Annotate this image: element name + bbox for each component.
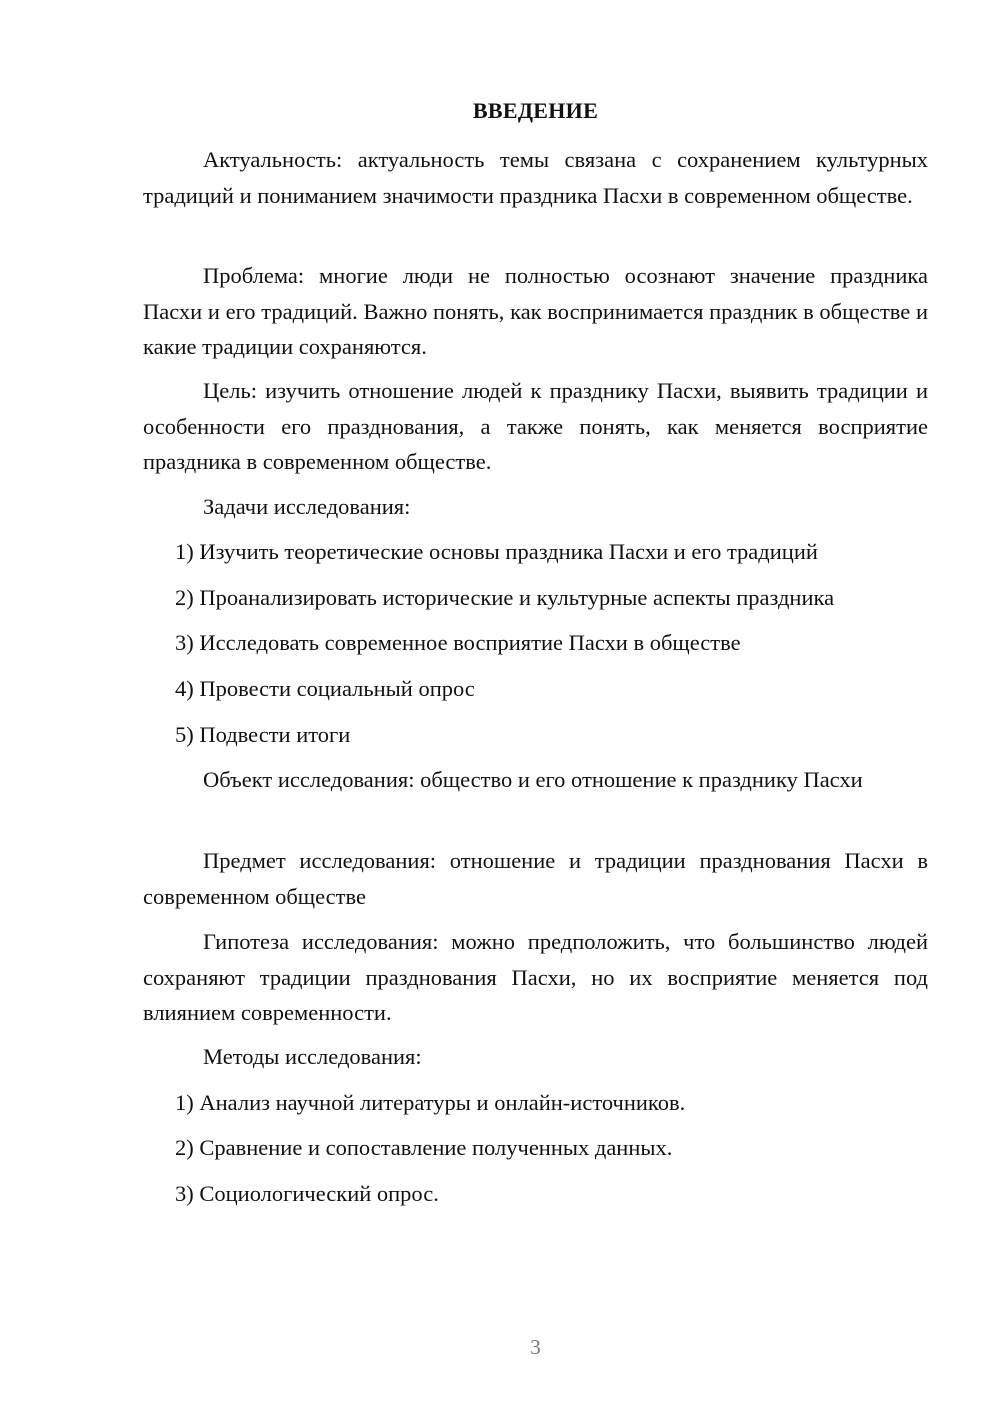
- method-item: 2) Сравнение и сопоставление полученных данных.: [175, 1135, 673, 1160]
- page-number: 3: [530, 1335, 541, 1359]
- section-heading: ВВЕДЕНИЕ: [472, 98, 599, 123]
- tasks-title: Задачи исследования:: [203, 494, 411, 519]
- task-item: 3) Исследовать современное восприятие Пасхи в обществе: [175, 630, 741, 655]
- document-page: [143, 0, 928, 1414]
- problem-paragraph: Проблема: многие люди не полностью осознают значение праздника Пасхи и его традиций. Важно понять, как воспринимается праздник в обществе и какие традиции сохраняются.: [143, 263, 928, 359]
- goal-paragraph: Цель: изучить отношение людей к празднику Пасхи, выявить традиции и особенности его празднования, а также понять, как меняется восприятие праздника в современном обществе.: [143, 378, 928, 474]
- method-item: 1) Анализ научной литературы и онлайн-источников.: [175, 1090, 686, 1115]
- task-item: 4) Провести социальный опрос: [175, 676, 475, 701]
- task-item: 1) Изучить теоретические основы праздника Пасхи и его традиций: [175, 539, 818, 564]
- methods-title: Методы исследования:: [203, 1044, 422, 1069]
- subject-paragraph: Предмет исследования: отношение и традиции празднования Пасхи в современном обществе: [143, 848, 928, 909]
- relevance-paragraph: Актуальность: актуальность темы связана с сохранением культурных традиций и пониманием значимости праздника Пасхи в современном обществе.: [143, 147, 928, 208]
- hypothesis-paragraph: Гипотеза исследования: можно предположить, что большинство людей сохраняют традиции празднования Пасхи, но их восприятие меняется под влиянием современности.: [143, 929, 928, 1025]
- method-item: 3) Социологический опрос.: [175, 1181, 439, 1206]
- task-item: 5) Подвести итоги: [175, 722, 351, 747]
- object-paragraph: Объект исследования: общество и его отношение к празднику Пасхи: [203, 767, 863, 792]
- task-item: 2) Проанализировать исторические и культурные аспекты праздника: [175, 585, 835, 610]
